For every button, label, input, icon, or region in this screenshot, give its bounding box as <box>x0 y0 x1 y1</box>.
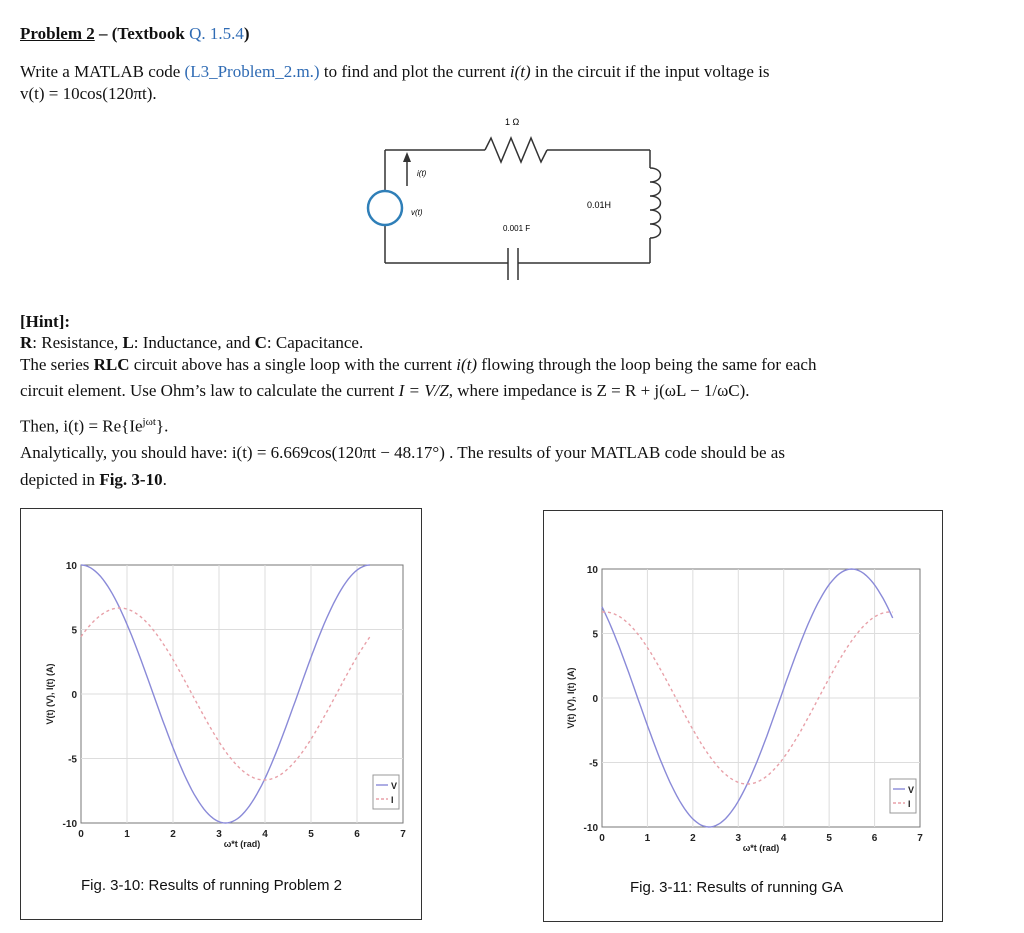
x-tick-label: 3 <box>735 833 742 844</box>
inductor-label: 0.01H <box>587 200 612 210</box>
x-tick-label: 5 <box>308 829 314 840</box>
x-tick-label: 0 <box>599 833 605 844</box>
x-tick-label: 6 <box>354 829 360 840</box>
voltage-source <box>368 191 402 225</box>
voltage-label: v(t) <box>411 208 423 217</box>
y-tick-label: 0 <box>71 690 77 701</box>
problem-label: Problem 2 <box>20 24 95 43</box>
y-axis-label: V(t) (V), I(t) (A) <box>566 667 576 729</box>
x-tick-label: 2 <box>170 829 176 840</box>
hint-then-equation: Then, $i(t) = Re\{Ie^{j\omega t}\}$. <box>20 416 169 436</box>
figure-3-10 <box>20 508 422 920</box>
hint-depicted: depicted in Fig. 3-10. <box>20 470 167 489</box>
x-tick-label: 6 <box>871 833 878 844</box>
figure-caption: Fig. 3-11: Results of running GA <box>630 879 844 896</box>
rlc-circuit-diagram <box>355 108 675 283</box>
y-tick-label: 10 <box>65 561 77 572</box>
intro-line-2: v(t) = 10cos(120πt). <box>20 84 157 103</box>
x-tick-label: 7 <box>400 829 406 840</box>
chart-fig-3-11 <box>544 511 942 871</box>
x-tick-label: 7 <box>917 833 923 844</box>
legend-label: I <box>391 795 394 805</box>
y-tick-label: 5 <box>71 625 77 637</box>
problem-heading: Problem 2 – (Textbook Q. 1.5.4) <box>20 24 250 43</box>
x-axis-label: ω*t (rad) <box>742 843 780 853</box>
textbook-ref: Q. 1.5.4 <box>189 24 244 43</box>
legend-label: I <box>908 799 911 809</box>
y-tick-label: 5 <box>592 629 598 641</box>
x-tick-label: 4 <box>780 833 787 844</box>
legend-label: V <box>391 781 398 791</box>
x-tick-label: 1 <box>124 829 130 840</box>
y-tick-label: -5 <box>589 758 598 770</box>
y-tick-label: -10 <box>62 819 77 830</box>
current-label: i(t) <box>417 169 427 178</box>
y-tick-label: -10 <box>583 823 598 834</box>
resistor <box>485 138 547 162</box>
intro-line-1: Write a MATLAB code (L3_Problem_2.m.) to find and plot the current i(t) in the circuit if the input voltage is <box>20 62 770 81</box>
current-arrow-icon <box>403 152 411 162</box>
resistor-label: 1 Ω <box>505 117 520 127</box>
y-axis-label: V(t) (V), I(t) (A) <box>45 663 55 725</box>
y-tick-label: 0 <box>592 694 598 705</box>
capacitor-label: 0.001 F <box>503 224 531 233</box>
hint-paragraph-line-1: The series RLC circuit above has a single loop with the current i(t) flowing through the loop being the same for each <box>20 355 817 374</box>
x-tick-label: 1 <box>644 833 651 844</box>
x-tick-label: 4 <box>262 829 268 840</box>
y-tick-label: -5 <box>68 754 77 766</box>
file-name: (L3_Problem_2.m.) <box>184 62 320 81</box>
hint-analytic: Analytically, you should have: i(t) = 6.669cos(120πt − 48.17°) . The results of your MATLAB code should be as <box>20 443 785 462</box>
hint-definitions: R: Resistance, L: Inductance, and C: Capacitance. <box>20 333 364 352</box>
y-tick-label: 10 <box>586 565 598 576</box>
legend-label: V <box>908 785 915 795</box>
hint-title: [Hint]: <box>20 312 71 331</box>
chart-fig-3-10 <box>21 509 421 869</box>
figure-3-11 <box>543 510 943 922</box>
x-axis-label: ω*t (rad) <box>223 839 261 849</box>
hint-paragraph-line-2: circuit element. Use Ohm’s law to calculate the current I = V/Z, where impedance is Z = R + j(ωL − 1/ωC). <box>20 381 750 400</box>
x-tick-label: 5 <box>826 833 832 844</box>
x-tick-label: 3 <box>216 829 222 840</box>
x-tick-label: 2 <box>690 833 696 844</box>
figure-caption: Fig. 3-10: Results of running Problem 2 <box>81 877 342 894</box>
inductor <box>650 168 661 238</box>
x-tick-label: 0 <box>78 829 84 840</box>
